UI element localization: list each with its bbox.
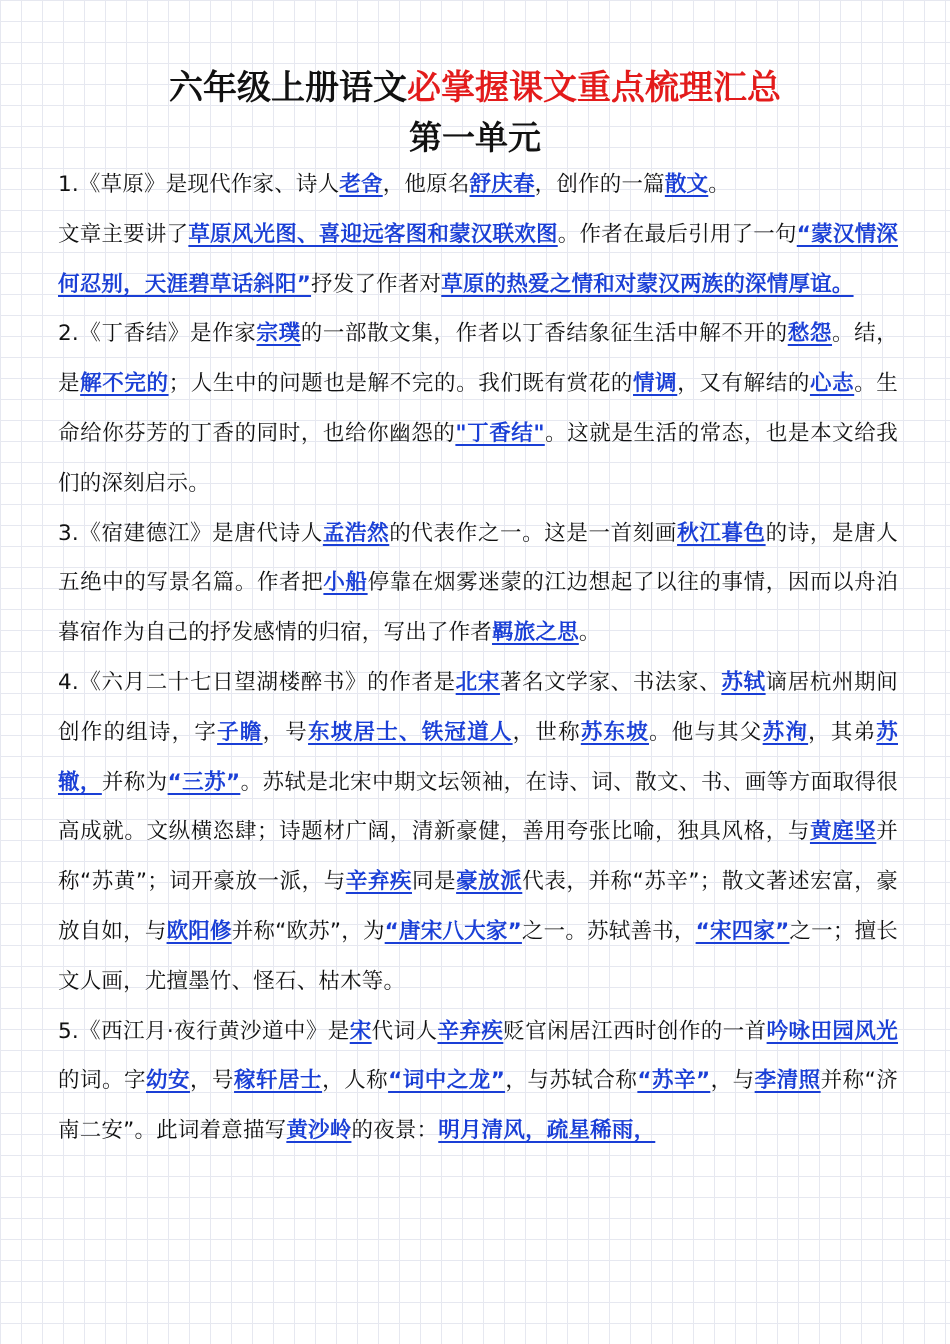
highlighted-term[interactable]: 苏东坡 [580,719,649,745]
text-span: 贬官闲居江西时创作的一首 [503,1018,767,1044]
highlighted-term[interactable]: 舒庆春 [469,172,535,197]
highlighted-term[interactable]: “苏辛” [637,1068,711,1094]
highlighted-term[interactable]: 豪放派 [456,869,523,895]
highlighted-term[interactable]: 北宋 [455,669,500,695]
highlighted-term[interactable]: 苏辙， [58,719,898,795]
highlighted-term[interactable]: 李清照 [754,1068,821,1094]
highlighted-term[interactable]: "丁香结" [455,420,545,446]
text-span: 谪居杭州期间创作的组诗，字 [58,669,898,745]
highlighted-term[interactable]: 宗璞 [256,321,301,347]
text-span: 之一。苏轼善书， [521,918,696,944]
text-span: 。 [578,620,601,646]
highlighted-term[interactable]: 明月清风，疏星稀雨， [438,1118,656,1144]
text-span: ，人称 [322,1068,389,1094]
paragraph [58,1007,898,1156]
highlighted-term[interactable]: 愁怨 [787,321,833,347]
text-span: 并称“济南二安”。此词着意描写 [58,1068,898,1144]
text-span: 的词。字 [58,1068,147,1094]
text-span: 抒发了作者对 [311,271,442,297]
highlighted-term[interactable]: 孟浩然 [322,520,390,546]
text-span: ，又有解结的 [677,371,810,397]
highlighted-term[interactable]: 情调 [633,371,678,397]
paragraph [58,309,898,508]
text-span: ，他原名 [382,172,470,197]
highlighted-term[interactable]: 吟咏田园风光 [766,1018,899,1044]
highlighted-term[interactable]: 宋 [349,1018,372,1044]
text-span: 。生命给你芬芳的丁香的同时，也给你幽怨的 [58,371,899,446]
paragraph [58,509,898,658]
title-prefix: 六年级上册语文 [169,68,407,108]
highlighted-term[interactable]: 苏洵 [762,719,809,745]
paragraph-list [58,160,898,1156]
text-span: 。作者在最后引用了一句 [557,221,797,247]
text-span: 2.《丁香结》是作家 [58,321,257,347]
paragraph [58,658,898,1007]
highlighted-term[interactable]: 秋江暮色 [677,520,766,546]
text-span: 1.《草原》是现代作家、诗人 [58,172,340,197]
highlighted-term[interactable]: 东坡居士、铁冠道人 [308,719,513,745]
text-span: ；人生中的问题也是解不完的。我们既有赏花的 [168,371,634,397]
text-span: 停靠在烟雾迷蒙的江边想起了以往的事情，因而以舟泊暮宿作为自己的抒发感情的归宿，写出了作者 [58,570,898,646]
highlighted-term[interactable]: 解不完的 [80,371,169,397]
highlighted-term[interactable]: 小船 [323,570,368,596]
highlighted-term[interactable]: 羁旅之思 [492,620,579,646]
text-span: 4.《六月二十七日望湖楼醉书》的作者是 [58,669,456,695]
text-span: 。 [708,172,730,197]
highlighted-term[interactable]: 草原的热爱之情和对蒙汉两族的深情厚谊。 [441,271,854,297]
highlighted-term[interactable]: 心志 [809,371,855,397]
text-span: 代表，并称“苏辛”；散文著述宏富，豪放自如，与 [58,869,898,944]
highlighted-term[interactable]: 稼轩居士 [234,1068,323,1094]
highlighted-term[interactable]: 幼安 [146,1068,191,1094]
highlighted-term[interactable]: 黄沙岭 [286,1118,352,1144]
highlighted-term[interactable]: 子瞻 [217,719,263,745]
text-span: 。这就是生活的常态，也是本文给我们的深刻启示。 [58,420,899,496]
text-span: ，与苏轼合称 [505,1068,638,1094]
text-span: 并称“欧苏”，为 [231,918,385,944]
highlighted-term[interactable]: “蒙汉情深何忍别，天涯碧草话斜阳” [58,221,899,297]
highlighted-term[interactable]: 草原风光图、喜迎远客图和蒙汉联欢图 [188,221,558,247]
unit-heading: 第一单元 [409,118,541,157]
text-span: 。他与其父 [648,719,763,745]
highlighted-term[interactable]: 苏轼 [721,669,766,695]
text-span: 3.《宿建德江》是唐代诗人 [58,520,323,546]
text-span: 并称为 [101,769,168,795]
highlighted-term[interactable]: 散文 [664,172,709,197]
paragraph [58,160,898,210]
highlighted-term[interactable]: “词中之龙” [388,1068,506,1094]
highlighted-term[interactable]: “三苏” [167,769,241,795]
text-span: 5.《西江月·夜行黄沙道中》是 [58,1018,350,1044]
text-span: ，号 [190,1068,235,1094]
highlighted-term[interactable]: 黄庭坚 [809,819,877,845]
text-span: 。苏轼是北宋中期文坛领袖，在诗、词、散文、书、画等方面取得很高成就。文纵横恣肆；诗题材广阔，清新豪健，善用夸张比喻，独具风格，与 [58,769,898,845]
highlighted-term[interactable]: “唐宋八大家” [384,918,522,944]
text-span: 。结，是 [58,321,899,397]
text-span: 代词人 [371,1018,438,1044]
highlighted-term[interactable]: “宋四家” [695,918,790,944]
text-span: 文章主要讲了 [58,221,189,247]
text-span: 的夜景： [351,1118,439,1144]
text-span: 的一部散文集，作者以丁香结象征生活中解不开的 [300,321,788,347]
highlighted-term[interactable]: 辛弃疾 [437,1018,504,1044]
text-span: ，号 [262,719,309,745]
page-title [0,60,950,109]
highlighted-term[interactable]: 辛弃疾 [345,869,412,895]
paragraph [58,210,898,310]
text-span: 并称“苏黄”；词开豪放一派，与 [58,819,898,895]
highlighted-term[interactable]: 欧阳修 [166,918,232,944]
title-highlight: 必掌握课文重点梳理汇总 [407,68,781,108]
highlighted-term[interactable]: 老舍 [339,172,383,197]
text-span: ，世称 [512,719,581,745]
text-span: ，与 [710,1068,755,1094]
text-span: 著名文学家、书法家、 [499,669,722,695]
text-span: ，创作的一篇 [534,172,665,197]
text-span: 同是 [411,869,457,895]
text-span: ，其弟 [808,719,877,745]
text-span: 的代表作之一。这是一首刻画 [389,520,678,546]
text-span: 的诗，是唐人五绝中的写景名篇。作者把 [58,520,898,596]
text-span: 之一；擅长文人画，尤擅墨竹、怪石、枯木等。 [58,918,898,994]
